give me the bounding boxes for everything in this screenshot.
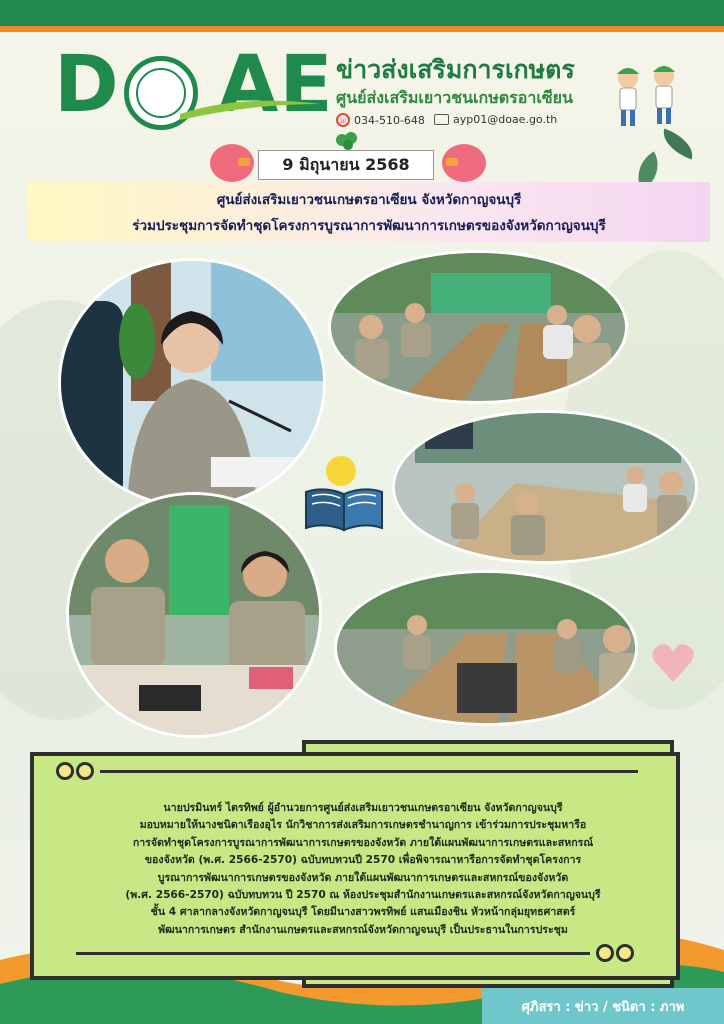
photo-attendees: [66, 492, 322, 738]
headline-line-2: ร่วมประชุมการจัดทำชุดโครงการบูรณาการพัฒนาการเกษตรของจังหวัดกาญจนบุรี: [132, 218, 606, 234]
news-body-line: บูรณาการพัฒนาการเกษตรของจังหวัด ภายใต้แผนพัฒนาการเกษตรและสหกรณ์ของจังหวัด: [157, 871, 569, 884]
news-body-line: นายปรมินทร์ ไตรทิพย์ ผู้อำนวยการศูนย์ส่งเสริมเยาวชนเกษตรอาเซียน จังหวัดกาญจนบุรี: [163, 802, 563, 814]
news-body-line: มอบหมายให้นางชนิดาเรืองอุไร นักวิชาการส่งเสริมการเกษตรชำนาญการ เข้าร่วมการประชุมหารือ: [139, 819, 587, 832]
logo-letter-d: D: [54, 40, 120, 130]
photo-attendees-scene: [69, 495, 322, 738]
top-green-bar: [0, 0, 724, 26]
newsletter-title: ข่าวส่งเสริมการเกษตร: [336, 55, 575, 84]
photo-meeting-table-scene: [331, 253, 628, 404]
news-body-line: การจัดทำชุดโครงการบูรณาการพัฒนาการเกษตรของจังหวัด ภายใต้แผนพัฒนาการเกษตรและสหกรณ์: [132, 836, 594, 849]
panel-dots-bottom: [596, 944, 634, 962]
heart-icon: [650, 640, 696, 686]
headline-line-1: ศูนย์ส่งเสริมเยาวชนเกษตรอาเซียน จังหวัดกาญจนบุรี: [216, 192, 522, 208]
photo-long-table: [334, 570, 638, 726]
logo-swoosh-icon: [180, 94, 320, 122]
photo-speaker: [58, 258, 326, 508]
panel-dot: [76, 762, 94, 780]
mail-icon: [434, 114, 449, 125]
news-body: [68, 800, 658, 939]
photo-meeting-room: [392, 410, 698, 564]
clover-icon: [334, 130, 360, 152]
panel-rule-top: [100, 770, 638, 773]
photo-long-table-scene: [337, 573, 638, 726]
date-label: 9 มิถุนายน 2568: [258, 150, 434, 180]
pink-bird-icon: [442, 144, 486, 182]
email-address: ayp01@doae.go.th: [453, 113, 558, 126]
seal-inner-ring: [136, 68, 186, 118]
news-body-line: ของจังหวัด (พ.ศ. 2566-2570) ฉบับทบทวนปี 2570 เพื่อพิจารณาหารือการจัดทำชุดโครงการ: [144, 854, 582, 867]
news-body-line: (พ.ศ. 2566-2570) ฉบับทบทวน ปี 2570 ณ ห้องประชุมสำนักงานเกษตรและสหกรณ์จังหวัดกาญจนบุรี: [125, 889, 601, 902]
headline-banner: [28, 182, 710, 242]
phone-number: 034-510-648: [354, 113, 425, 127]
newsletter-subtitle: ศูนย์ส่งเสริมเยาวชนเกษตรอาเซียน: [336, 88, 573, 107]
panel-rule-bottom: [76, 952, 590, 955]
panel-dot: [56, 762, 74, 780]
logo-letters-ae: AE: [218, 40, 334, 130]
email-contact: [434, 113, 557, 126]
news-body-line: ชั้น 4 ศาลากลางจังหวัดกาญจนบุรี โดยมีนางสาวพรทิพย์ แสนเมืองชิน หัวหน้ากลุ่มยุทธศาสตร์: [150, 906, 576, 919]
open-book-icon: [302, 486, 386, 532]
photo-meeting-room-scene: [395, 413, 698, 564]
phone-icon: ☏: [336, 113, 350, 127]
panel-dot: [616, 944, 634, 962]
top-orange-bar: [0, 26, 724, 32]
news-body-line: พัฒนาการเกษตร สำนักงานเกษตรและสหกรณ์จังหวัดกาญจนบุรี เป็นประธานในการประชุม: [158, 923, 568, 936]
photo-speaker-scene: [61, 261, 326, 508]
photo-meeting-table: [328, 250, 628, 404]
cartoon-kids-illustration: [610, 64, 690, 134]
panel-dots-top: [56, 762, 94, 780]
lightbulb-icon: [326, 456, 356, 486]
phone-contact: [336, 113, 425, 127]
panel-dot: [596, 944, 614, 962]
pink-bird-icon: [210, 144, 254, 182]
photo-credit: ศุภิสรา : ข่าว / ชนิตา : ภาพ: [482, 988, 724, 1024]
